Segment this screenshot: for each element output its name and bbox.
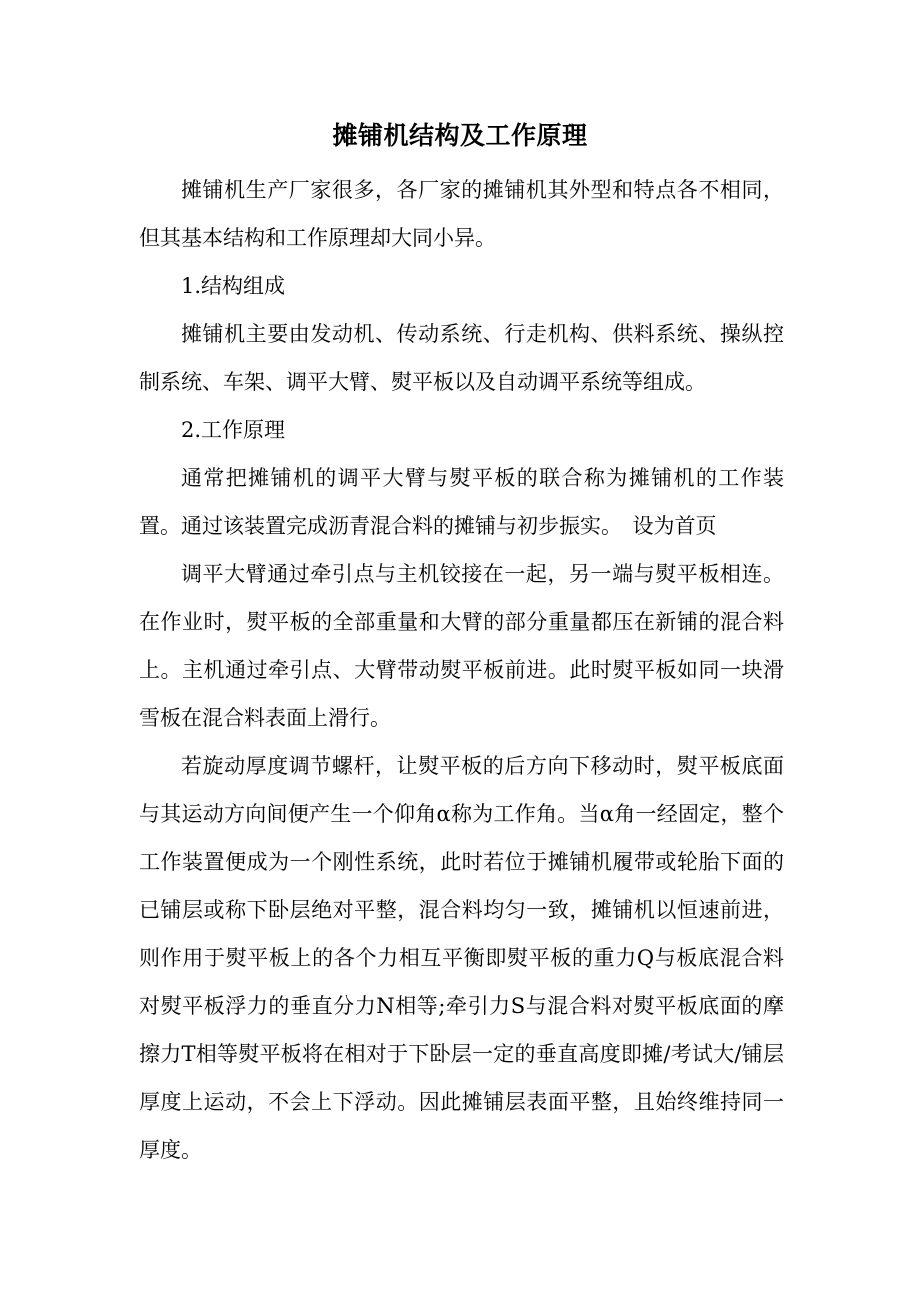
document-body — [139, 166, 784, 1174]
paragraph-structure: 摊铺机主要由发动机、传动系统、行走机构、供料系统、操纵控制系统、车架、调平大臂、熨平板以及自动调平系统等组成。 — [139, 322, 784, 394]
document-title: 摊铺机结构及工作原理 — [332, 121, 588, 150]
paragraph-working-device: 通常把摊铺机的调平大臂与熨平板的联合称为摊铺机的工作装置。通过该装置完成沥青混合料的摊铺与初步振实。 设为首页 — [139, 466, 784, 538]
section-heading-principle: 2.工作原理 — [181, 418, 286, 442]
section-heading-structure: 1.结构组成 — [181, 274, 286, 298]
paragraph-working-angle: 若旋动厚度调节螺杆，让熨平板的后方向下移动时，熨平板底面与其运动方向间便产生一个仰角α称为工作角。当α角一经固定，整个工作装置便成为一个刚性系统，此时若位于摊铺机履带或轮胎下面的已铺层或称下卧层绝对平整，混合料均匀一致，摊铺机以恒速前进，则作用于熨平板上的各个力相互平衡即熨平板的重力Q与板底混合料对熨平板浮力的垂直分力N相等;牵引力S与混合料对熨平板底面的摩擦力T相等熨平板将在相对于下卧层一定的垂直高度即摊/考试大/铺层厚度上运动，不会上下浮动。因此摊铺层表面平整，且始终维持同一厚度。 — [139, 754, 784, 1162]
paragraph-leveling-arm: 调平大臂通过牵引点与主机铰接在一起，另一端与熨平板相连。在作业时，熨平板的全部重量和大臂的部分重量都压在新铺的混合料上。主机通过牵引点、大臂带动熨平板前进。此时熨平板如同一块滑雪板在混合料表面上滑行。 — [139, 562, 784, 730]
paragraph-intro: 摊铺机生产厂家很多，各厂家的摊铺机其外型和特点各不相同，但其基本结构和工作原理却大同小异。 — [139, 178, 784, 250]
